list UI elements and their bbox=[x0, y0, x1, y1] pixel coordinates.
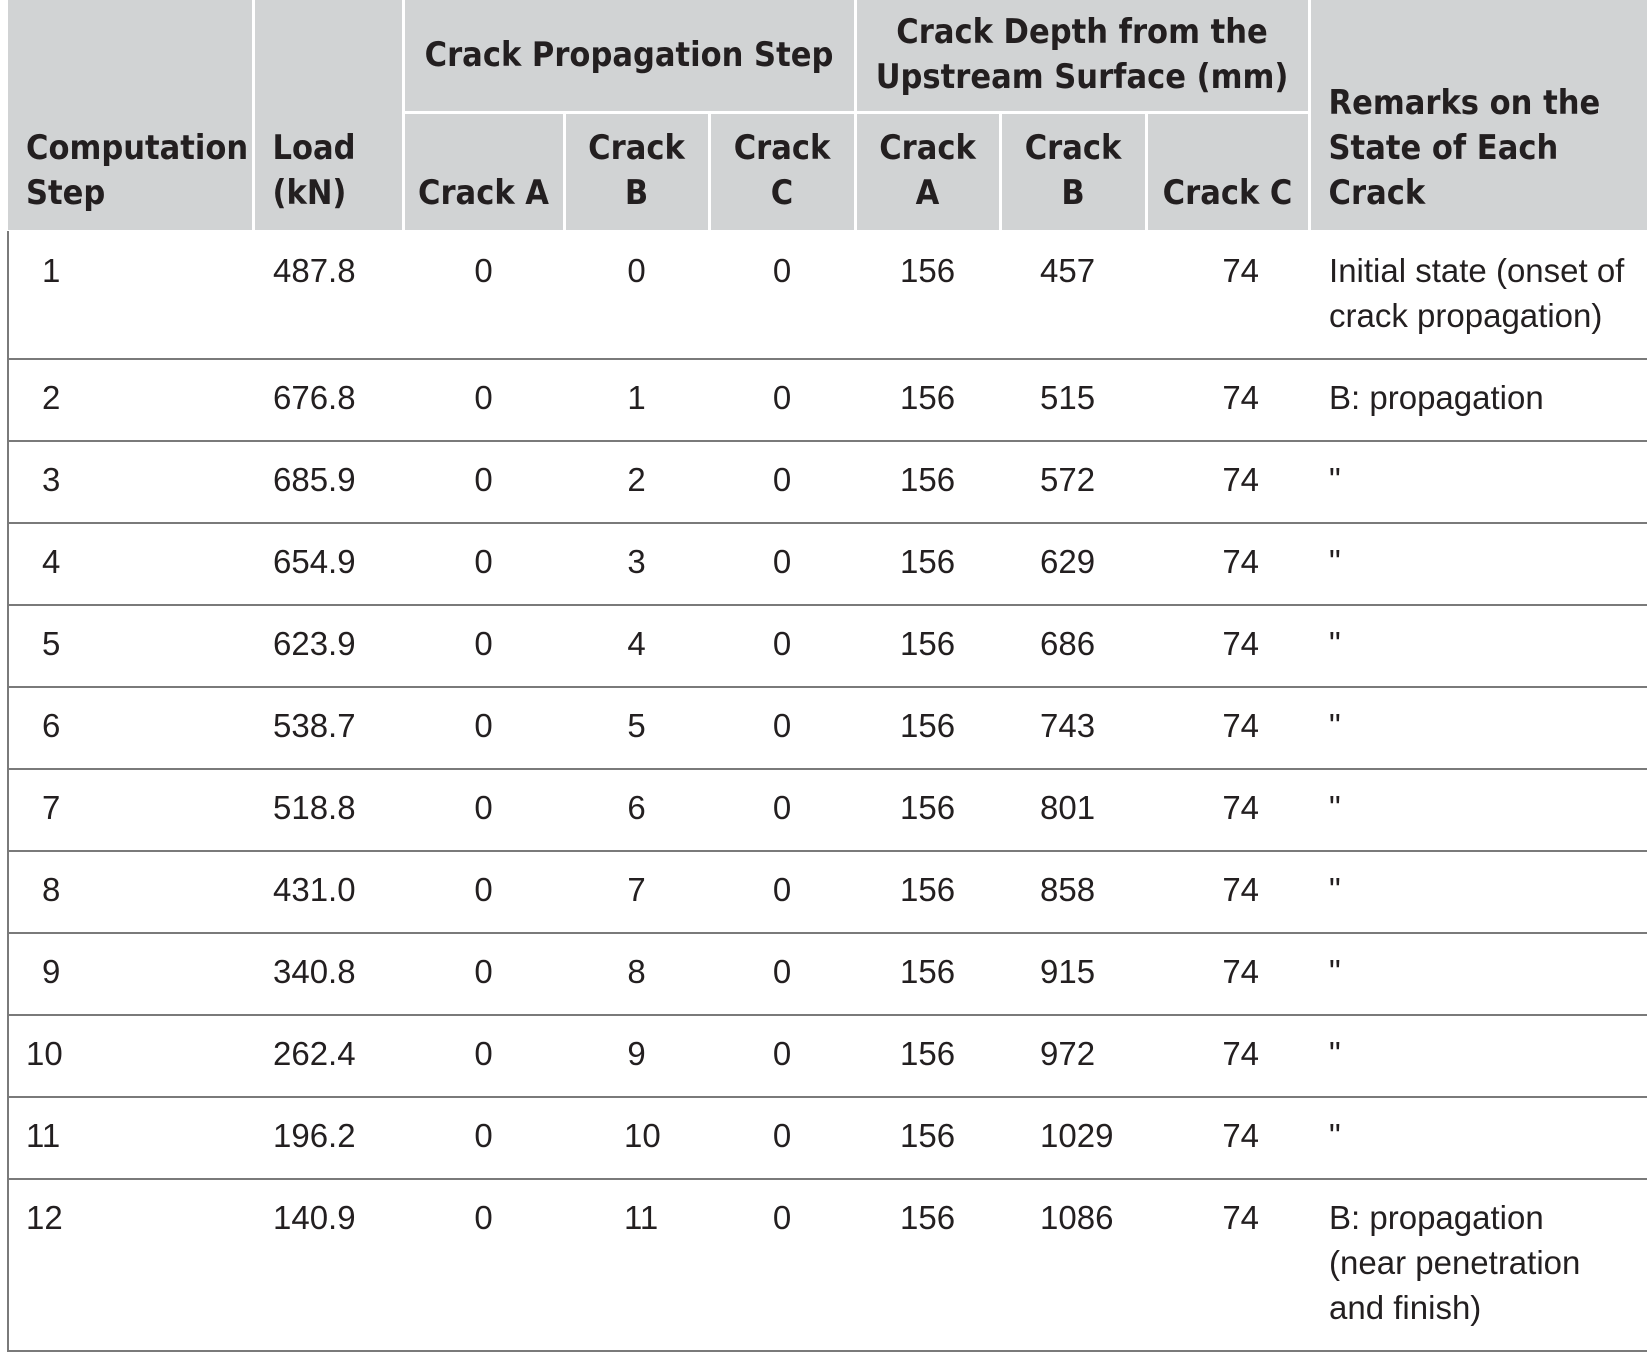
table-body bbox=[8, 231, 1647, 1350]
header-crack-depth: Crack Depth from the Upstream Surface (mm) bbox=[855, 0, 1309, 112]
table-header bbox=[8, 0, 1647, 231]
cell-load: 340.8 bbox=[253, 933, 403, 1015]
cell-remark: " bbox=[1309, 851, 1647, 933]
cell-load: 685.9 bbox=[253, 441, 403, 523]
cell-remark: Initial state (onset of crack propagation) bbox=[1309, 231, 1647, 359]
cell-depth-crack-b: 686 bbox=[1000, 605, 1146, 687]
cell-load: 538.7 bbox=[253, 687, 403, 769]
cell-propagation-crack-a: 0 bbox=[403, 933, 564, 1015]
cell-propagation-crack-a: 0 bbox=[403, 851, 564, 933]
table-row bbox=[8, 441, 1647, 523]
cell-propagation-crack-a: 0 bbox=[403, 769, 564, 851]
header-depth-crack-c: Crack C bbox=[1146, 112, 1309, 231]
cell-propagation-crack-c: 0 bbox=[709, 359, 855, 441]
cell-propagation-crack-a: 0 bbox=[403, 523, 564, 605]
table-row bbox=[8, 1097, 1647, 1179]
cell-propagation-crack-b: 7 bbox=[564, 851, 709, 933]
cell-depth-crack-a: 156 bbox=[855, 231, 1000, 359]
cell-depth-crack-a: 156 bbox=[855, 1015, 1000, 1097]
cell-remark: " bbox=[1309, 523, 1647, 605]
cell-propagation-crack-b: 9 bbox=[564, 1015, 709, 1097]
cell-computation-step: 1 bbox=[8, 231, 253, 359]
cell-propagation-crack-b: 11 bbox=[624, 1198, 659, 1236]
cell-computation-step: 11 bbox=[8, 1097, 253, 1179]
cell-computation-step: 12 bbox=[26, 1198, 63, 1236]
cell-propagation-crack-c: 0 bbox=[709, 769, 855, 851]
cell-propagation-crack-c: 0 bbox=[709, 1097, 855, 1179]
crack-table-wrapper bbox=[8, 0, 1647, 1352]
cell-depth-crack-a: 156 bbox=[855, 1097, 1000, 1179]
cell-depth-crack-a: 156 bbox=[855, 605, 1000, 687]
cell-load: 487.8 bbox=[253, 231, 403, 359]
header-propagation-crack-b: Crack B bbox=[564, 112, 709, 231]
cell-depth-crack-c: 74 bbox=[1146, 1097, 1309, 1179]
table-row bbox=[8, 523, 1647, 605]
cell-depth-crack-c: 74 bbox=[1146, 605, 1309, 687]
cell-depth-crack-c: 74 bbox=[1146, 441, 1309, 523]
header-computation-step: Computation Step bbox=[8, 0, 253, 231]
cell-propagation-crack-c: 0 bbox=[772, 1198, 792, 1236]
cell-propagation-crack-b: 2 bbox=[564, 441, 709, 523]
cell-propagation-crack-b: 8 bbox=[564, 933, 709, 1015]
table-row bbox=[8, 605, 1647, 687]
cell-propagation-crack-b: 5 bbox=[564, 687, 709, 769]
cell-propagation-crack-a: 0 bbox=[403, 359, 564, 441]
cell-depth-crack-b: 743 bbox=[1000, 687, 1146, 769]
cell-load: 140.9 bbox=[273, 1198, 356, 1236]
cell-propagation-crack-a: 0 bbox=[403, 231, 564, 359]
cell-depth-crack-b: 1086 bbox=[1040, 1198, 1114, 1236]
cell-propagation-crack-a: 0 bbox=[474, 1198, 493, 1236]
cell-depth-crack-a: 156 bbox=[855, 441, 1000, 523]
cell-propagation-crack-b: 4 bbox=[564, 605, 709, 687]
cell-depth-crack-b: 457 bbox=[1000, 231, 1146, 359]
cell-depth-crack-b: 515 bbox=[1000, 359, 1146, 441]
cell-depth-crack-a: 156 bbox=[855, 359, 1000, 441]
cell-propagation-crack-c: 0 bbox=[709, 523, 855, 605]
cell-propagation-crack-a: 0 bbox=[403, 441, 564, 523]
cell-propagation-crack-c: 0 bbox=[709, 933, 855, 1015]
table-row bbox=[8, 1179, 1647, 1350]
cell-depth-crack-c: 74 bbox=[1146, 1015, 1309, 1097]
cell-load: 196.2 bbox=[253, 1097, 403, 1179]
table-left-rule bbox=[7, 231, 9, 1352]
cell-computation-step: 6 bbox=[8, 687, 253, 769]
header-depth-crack-a: Crack A bbox=[855, 112, 1000, 231]
cell-depth-crack-b: 801 bbox=[1000, 769, 1146, 851]
cell-load: 431.0 bbox=[253, 851, 403, 933]
table-row bbox=[8, 359, 1647, 441]
cell-computation-step: 9 bbox=[8, 933, 253, 1015]
cell-remark: B: propagation (near penetration and finish) bbox=[1329, 1198, 1581, 1326]
table-row bbox=[8, 851, 1647, 933]
table-row bbox=[8, 769, 1647, 851]
cell-propagation-crack-c: 0 bbox=[709, 605, 855, 687]
table-row bbox=[8, 687, 1647, 769]
cell-propagation-crack-a: 0 bbox=[403, 687, 564, 769]
cell-remark: " bbox=[1309, 1097, 1647, 1179]
table-row bbox=[8, 1015, 1647, 1097]
cell-propagation-crack-c: 0 bbox=[709, 441, 855, 523]
cell-depth-crack-c: 74 bbox=[1146, 687, 1309, 769]
cell-propagation-crack-c: 0 bbox=[709, 687, 855, 769]
cell-remark: B: propagation bbox=[1309, 359, 1647, 441]
cell-depth-crack-c: 74 bbox=[1146, 769, 1309, 851]
table-row bbox=[8, 231, 1647, 359]
cell-computation-step: 8 bbox=[8, 851, 253, 933]
header-crack-propagation-step: Crack Propagation Step bbox=[403, 0, 855, 112]
cell-propagation-crack-c: 0 bbox=[709, 1015, 855, 1097]
cell-propagation-crack-a: 0 bbox=[403, 605, 564, 687]
cell-propagation-crack-b: 1 bbox=[564, 359, 709, 441]
cell-depth-crack-a: 156 bbox=[855, 523, 1000, 605]
cell-propagation-crack-a: 0 bbox=[403, 1015, 564, 1097]
cell-propagation-crack-b: 10 bbox=[564, 1097, 709, 1179]
cell-depth-crack-c: 74 bbox=[1146, 851, 1309, 933]
cell-depth-crack-a: 156 bbox=[855, 687, 1000, 769]
cell-computation-step: 7 bbox=[8, 769, 253, 851]
cell-load: 676.8 bbox=[253, 359, 403, 441]
cell-depth-crack-b: 572 bbox=[1000, 441, 1146, 523]
table-row bbox=[8, 933, 1647, 1015]
header-propagation-crack-c: Crack C bbox=[709, 112, 855, 231]
cell-propagation-crack-c: 0 bbox=[709, 231, 855, 359]
cell-depth-crack-b: 629 bbox=[1000, 523, 1146, 605]
header-depth-crack-b: Crack B bbox=[1000, 112, 1146, 231]
header-remarks: Remarks on the State of Each Crack bbox=[1309, 0, 1647, 231]
cell-propagation-crack-a: 0 bbox=[403, 1097, 564, 1179]
cell-propagation-crack-c: 0 bbox=[709, 851, 855, 933]
cell-depth-crack-b: 1029 bbox=[1000, 1097, 1146, 1179]
header-load: Load (kN) bbox=[253, 0, 403, 231]
cell-load: 518.8 bbox=[253, 769, 403, 851]
cell-remark: " bbox=[1309, 933, 1647, 1015]
cell-depth-crack-a: 156 bbox=[855, 933, 1000, 1015]
cell-computation-step: 10 bbox=[8, 1015, 253, 1097]
cell-depth-crack-c: 74 bbox=[1146, 523, 1309, 605]
cell-depth-crack-c: 74 bbox=[1222, 1198, 1260, 1236]
cell-propagation-crack-b: 0 bbox=[564, 231, 709, 359]
crack-propagation-table bbox=[8, 0, 1647, 1350]
cell-propagation-crack-b: 3 bbox=[564, 523, 709, 605]
cell-depth-crack-a: 156 bbox=[855, 851, 1000, 933]
cell-remark: " bbox=[1309, 687, 1647, 769]
cell-depth-crack-b: 858 bbox=[1000, 851, 1146, 933]
header-propagation-crack-a: Crack A bbox=[403, 112, 564, 231]
cell-depth-crack-c: 74 bbox=[1146, 231, 1309, 359]
cell-remark: " bbox=[1309, 605, 1647, 687]
cell-remark: " bbox=[1309, 441, 1647, 523]
cell-depth-crack-c: 74 bbox=[1146, 933, 1309, 1015]
cell-load: 654.9 bbox=[253, 523, 403, 605]
cell-depth-crack-b: 915 bbox=[1000, 933, 1146, 1015]
header-row-groups bbox=[8, 0, 1647, 112]
cell-depth-crack-a: 156 bbox=[855, 769, 1000, 851]
cell-remark: " bbox=[1309, 1015, 1647, 1097]
cell-depth-crack-c: 74 bbox=[1146, 359, 1309, 441]
cell-remark: " bbox=[1309, 769, 1647, 851]
cell-computation-step: 3 bbox=[8, 441, 253, 523]
cell-depth-crack-a: 156 bbox=[899, 1198, 956, 1236]
cell-load: 623.9 bbox=[253, 605, 403, 687]
cell-propagation-crack-b: 6 bbox=[564, 769, 709, 851]
cell-computation-step: 4 bbox=[8, 523, 253, 605]
cell-depth-crack-b: 972 bbox=[1000, 1015, 1146, 1097]
cell-load: 262.4 bbox=[253, 1015, 403, 1097]
cell-computation-step: 5 bbox=[8, 605, 253, 687]
cell-computation-step: 2 bbox=[8, 359, 253, 441]
